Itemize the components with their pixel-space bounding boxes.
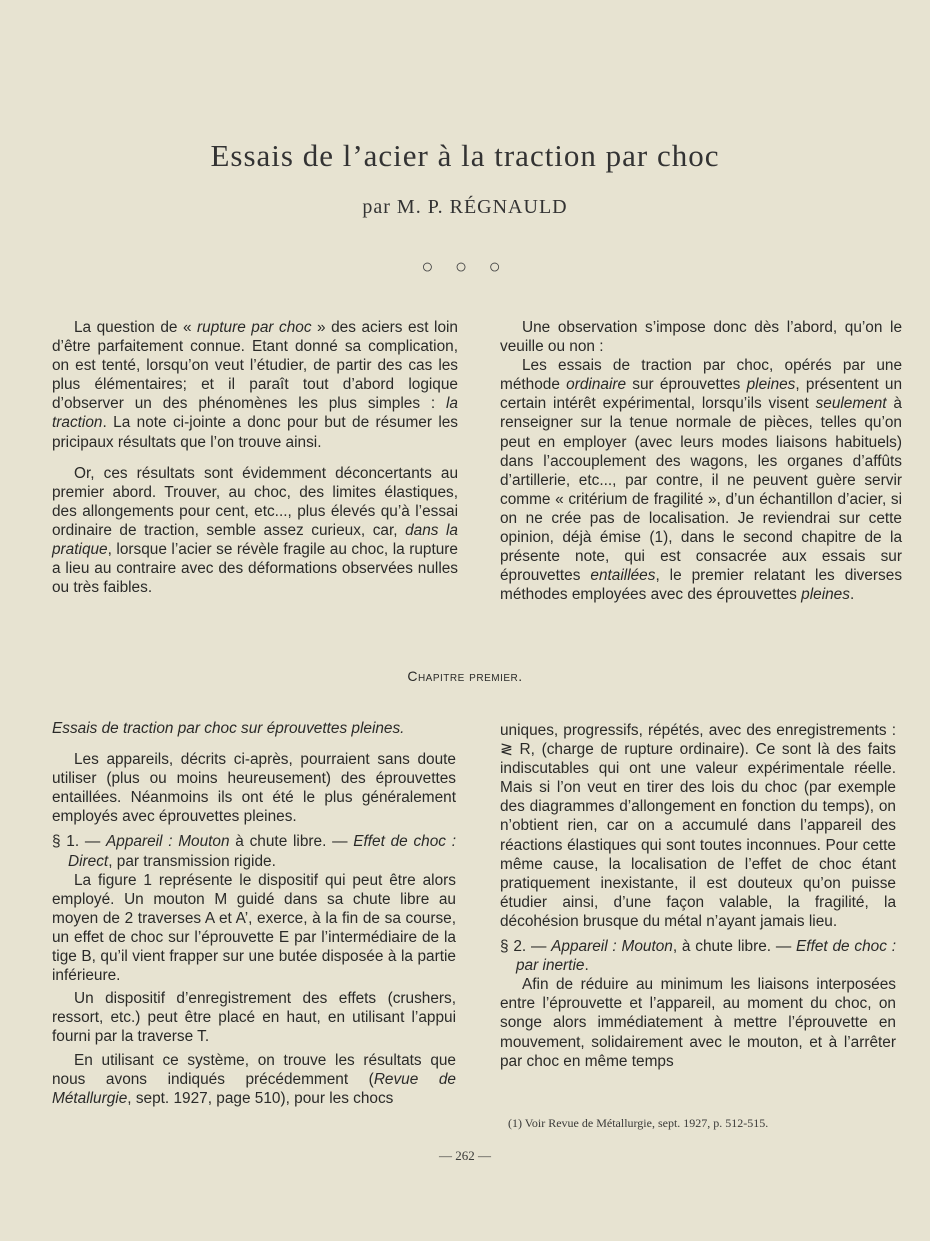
subsection-heading: § 1. — Appareil : Mouton à chute libre. — Effet de choc : Direct, par transmission rigide. [52,833,456,870]
column-intro-right [500,318,902,604]
paragraph: En utilisant ce système, on trouve les résultats que nous avons indiqués précédemment (Revue de Métallurgie, sept. 1927, page 510), pour les chocs [52,1051,456,1107]
paragraph: Afin de réduire au minimum les liaisons interposées entre l’éprouvette et l’appareil, au moment du choc, on songe alors immédiatement à mettre l’éprouvette en mouvement, solidairement avec le mouton, et à l’arrêter par choc en même temps [500,976,896,1070]
page-number: — 262 — [439,1148,491,1163]
paragraph: Les appareils, décrits ci-après, pourraient sans doute utiliser (plus ou moins heureusement) des éprouvettes entaillées. Néanmoins ils ont été le plus généralement employés avec éprouvettes pleines. [52,751,456,826]
column-chapter-left [52,719,456,1108]
paragraph: Les essais de traction par choc, opérés par une méthode ordinaire sur éprouvettes pleines, présentent un certain intérêt expérimental, lorsqu’ils visent seulement à renseigner sur la tenue normale de pièces, telles qu’on peut en employer (avec leurs modes liaisons habituels) dans l’accouplement des wagons, les organes d’affûts d’artillerie, etc..., par contre, il ne peuvent guère servir comme « critérium de fragilité », d’un échantillon d’acier, si on ne crée pas de localisation. Je reviendrai sur cette opinion, déjà émise (1), dans le second chapitre de la présente note, qui est consacrée aux essais sur éprouvettes entaillées, le premier relatant les diverses méthodes employées avec des éprouvettes pleines. [500,357,903,604]
section-separator: ○ ○ ○ [421,256,509,278]
article-title: Essais de l’acier à la traction par choc [210,138,720,173]
section-heading: Essais de traction par choc sur éprouvettes pleines. [52,720,405,737]
greater-less-symbol: ≷ [500,741,513,759]
paragraph: Or, ces résultats sont évidemment déconcertants au premier abord. Trouver, au choc, des limites élastiques, des allongements pour cent, etc..., plus élevés qu’à l’essai ordinaire de traction, semble assez curieux, car, dans la pratique, lorsque l’acier se révèle fragile au choc, la rupture a lieu au contraire avec des déformations observées nulles ou très faibles. [52,464,458,597]
subsection-heading: § 2. — Appareil : Mouton, à chute libre. — Effet de choc : par inertie. [500,938,896,975]
paragraph: Une observation s’impose donc dès l’abord, qu’on le veuille ou non : [500,319,902,356]
paragraph: La figure 1 représente le dispositif qui peut être alors employé. Un mouton M guidé dans sa chute libre au moyen de 2 traverses A et A’, exerce, à la fin de sa course, un effet de choc sur l’éprouvette E par l’intermédiaire de la tige B, qu’il vient frapper sur une butée disposée à la partie inférieure. [52,871,456,985]
column-intro-left [52,318,458,597]
article-author: par M. P. RÉGNAULD [362,196,568,218]
paragraph: uniques, progressifs, répétés, avec des enregistrements : ≷ R, (charge de rupture ordinaire). Ce sont là des faits indiscutables qui ont une valeur expérimentale réelle. Mais si l’on veut en tirer des lois du choc (par exemple des diagrammes d’allongement en fonction du temps), on n’obtient rien, car on a accumulé dans l’appareil des réactions élastiques qui sont toutes inconnues. Pour cette même cause, la localisation de l’effet de choc étant pratiquement inexistante, il est douteux qu’on puisse étudier ainsi, d’une façon valable, la fragilité, la décohésion brusque du métal n’ayant jamais lieu. [500,722,896,930]
paragraph: La question de « rupture par choc » des aciers est loin d’être parfaitement connue. Etant donné sa complication, on est tenté, lorsqu’on veut l’étudier, de partir des cas les plus élémentaires; et il paraît tout d’abord logique d’observer un des phénomènes les plus simples : la traction. La note ci-jointe a donc pour but de résumer les pricipaux résultats que l’on trouve ainsi. [52,319,458,451]
footnote: (1) Voir Revue de Métallurgie, sept. 1927, p. 512-515. [508,1116,769,1130]
chapter-heading: Chapitre premier. [407,668,523,684]
paragraph: Un dispositif d’enregistrement des effets (crushers, ressort, etc.) peut être placé en haut, en utilisant l’appui fourni par la traverse T. [52,990,456,1046]
column-chapter-right [500,721,896,1071]
